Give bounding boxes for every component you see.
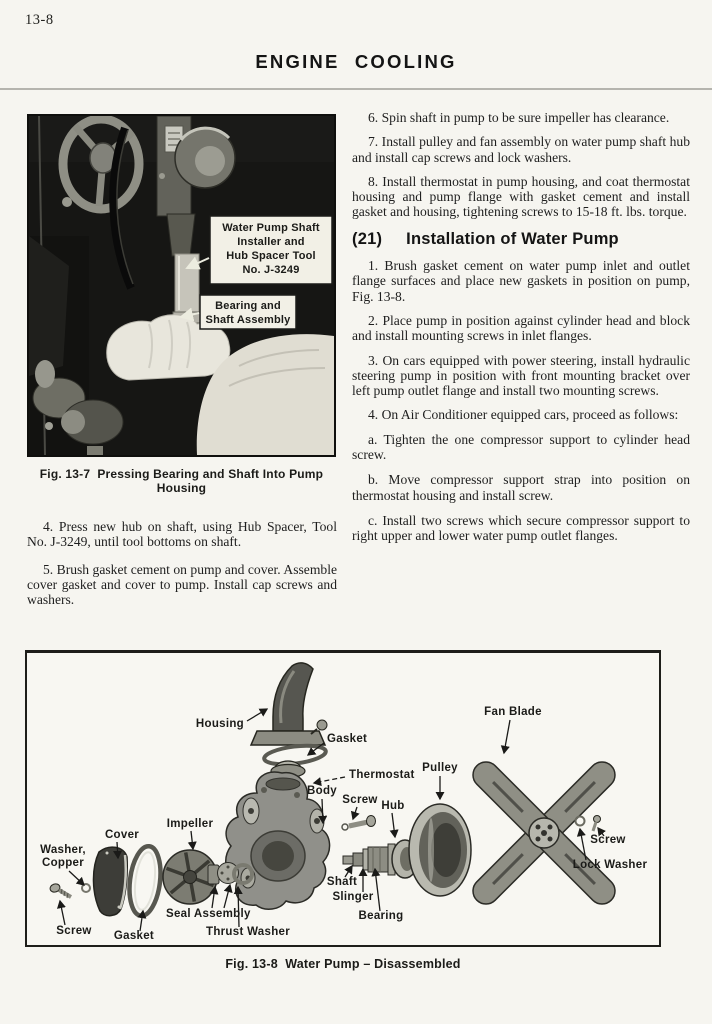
label-cover: Cover — [104, 829, 140, 841]
label-housing: Housing — [195, 718, 244, 730]
step-paragraph: 4. Press new hub on shaft, using Hub Spacer, Tool No. J-3249, until tool bottoms on shaft. — [27, 519, 337, 550]
figure-13-8-diagram — [25, 650, 661, 947]
tool-label-line-4: No. J-3249 — [242, 264, 300, 276]
right-column — [352, 110, 690, 554]
label-thermostat: Thermostat — [349, 769, 415, 781]
label-fan-blade: Fan Blade — [484, 706, 542, 718]
label-screw-mid: Screw — [342, 794, 378, 806]
bearing-label-line-1: Bearing and — [215, 300, 281, 312]
tool-label-line-2: Installer and — [237, 236, 305, 248]
label-shaft: Shaft — [326, 876, 358, 888]
label-bearing: Bearing — [358, 910, 404, 922]
label-washer-line-2: Copper — [41, 857, 85, 869]
section-number: (21) — [352, 229, 383, 248]
label-hub: Hub — [381, 800, 405, 812]
step-paragraph: 4. On Air Conditioner equipped cars, proceed as follows: — [368, 407, 679, 423]
figure-13-7-caption: Fig. 13-7 Pressing Bearing and Shaft Into Pump Housing — [39, 467, 327, 495]
label-impeller: Impeller — [166, 818, 214, 830]
pulley-part — [409, 804, 471, 896]
figure-13-7-photo — [27, 114, 336, 457]
installer-tool-ram — [175, 254, 199, 312]
section-title: Installation of Water Pump — [406, 229, 619, 248]
substep-paragraph: a. Tighten the one compressor support to cylinder head screw. — [352, 431, 690, 463]
label-screw-bottom-left: Screw — [56, 925, 92, 937]
figure-13-8-caption: Fig. 13-8 Water Pump – Disassembled — [225, 957, 461, 971]
title-rule — [0, 88, 712, 90]
label-gasket-left: Gasket — [113, 930, 155, 942]
step-paragraph: 1. Brush gasket cement on water pump inlet and outlet flange surfaces and place new gaskets in position on pump, Fig. 13-8. — [352, 258, 690, 304]
label-pulley: Pulley — [422, 762, 458, 774]
step-paragraph: 3. On cars equipped with power steering, install hydraulic steering pump in position with front mounting bracket over left pump outlet flange and install two mounting screws. — [352, 352, 690, 399]
press-photo-illustration — [29, 116, 334, 455]
label-slinger: Slinger — [332, 891, 374, 903]
left-column — [27, 519, 337, 619]
step-paragraph: 6. Spin shaft in pump to be sure impeller has clearance. — [368, 110, 670, 125]
tool-label-line-3: Hub Spacer Tool — [226, 250, 316, 262]
label-seal-assembly: Seal Assembly — [166, 908, 251, 920]
page-title: ENGINE COOLING — [255, 51, 457, 72]
water-pump-exploded-illustration — [27, 653, 659, 945]
page-number: 13-8 — [25, 12, 54, 28]
bearing-label-line-2: Shaft Assembly — [205, 314, 291, 326]
tool-label-line-1: Water Pump Shaft — [222, 222, 320, 234]
label-body: Body — [307, 785, 337, 797]
substep-paragraph: c. Install two screws which secure compressor support to right upper and lower water pump outlet flanges. — [352, 512, 690, 544]
label-screw-right: Screw — [590, 834, 626, 846]
section-heading — [352, 229, 690, 248]
cover-part — [93, 847, 127, 916]
label-lock-washer: Lock Washer — [572, 859, 648, 871]
step-paragraph: 5. Brush gasket cement on pump and cover. Assemble cover gasket and cover to pump. Install cap screws and washers. — [27, 561, 337, 608]
label-washer-line-1: Washer, — [40, 844, 86, 856]
label-thrust-washer: Thrust Washer — [206, 926, 290, 938]
substep-paragraph: b. Move compressor support strap into position on thermostat housing and install screw. — [352, 472, 690, 503]
step-paragraph: 8. Install thermostat in pump housing, and coat thermostat housing and pump flange with gasket cement and install gasket and housing, tightening screws to 15-18 ft. lbs. torque. — [352, 173, 690, 220]
step-paragraph: 2. Place pump in position against cylinder head and block and install mounting screws in inlet flanges. — [352, 312, 690, 344]
step-paragraph: 7. Install pulley and fan assembly on water pump shaft hub and install cap screws and lock washers. — [352, 134, 690, 165]
label-gasket-top: Gasket — [327, 733, 368, 745]
